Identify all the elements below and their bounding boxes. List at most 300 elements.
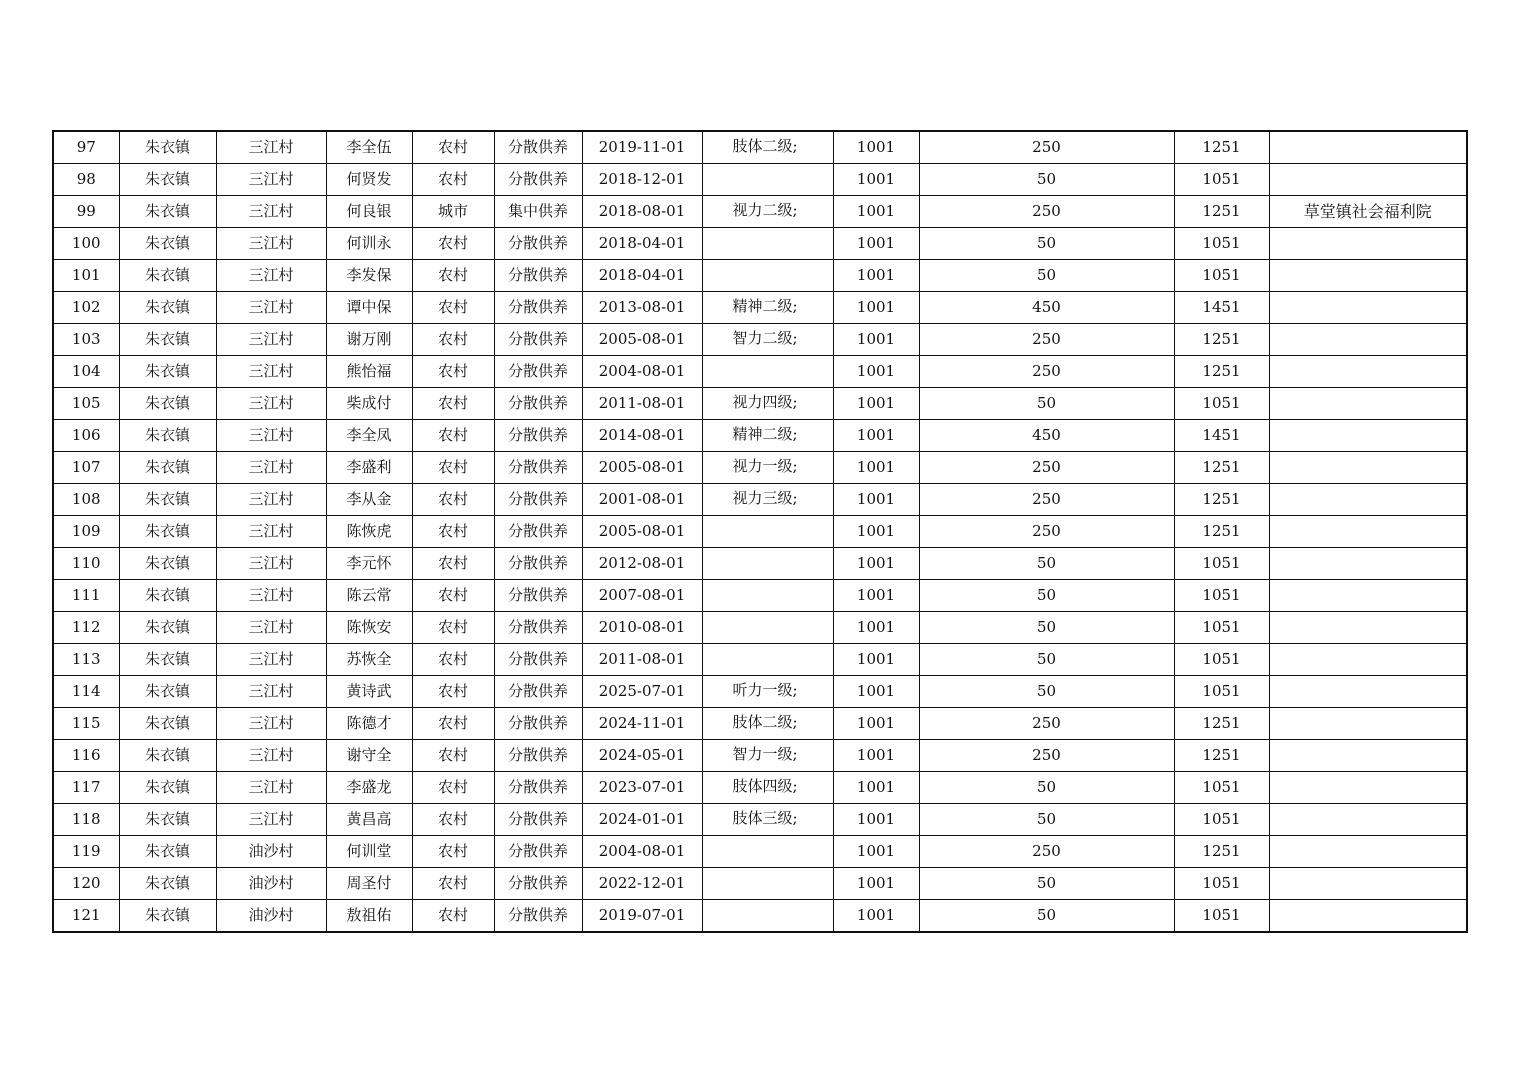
cell-disability-level <box>702 356 833 388</box>
cell-serial-no: 115 <box>53 708 119 740</box>
cell-area-type: 农村 <box>412 676 494 708</box>
cell-support-type: 分散供养 <box>494 388 582 420</box>
cell-total-amount: 1251 <box>1174 356 1269 388</box>
records-table <box>52 130 1468 933</box>
cell-note <box>1269 900 1467 933</box>
cell-subsidy-amount: 250 <box>919 708 1174 740</box>
cell-disability-level: 肢体二级; <box>702 708 833 740</box>
cell-person-name: 周圣付 <box>326 868 412 900</box>
cell-support-type: 分散供养 <box>494 324 582 356</box>
cell-disability-level <box>702 164 833 196</box>
cell-area-type: 农村 <box>412 804 494 836</box>
cell-area-type: 农村 <box>412 484 494 516</box>
cell-person-name: 李从金 <box>326 484 412 516</box>
cell-total-amount: 1051 <box>1174 644 1269 676</box>
cell-total-amount: 1051 <box>1174 164 1269 196</box>
cell-support-type: 分散供养 <box>494 260 582 292</box>
cell-person-name: 陈德才 <box>326 708 412 740</box>
cell-base-amount: 1001 <box>833 580 919 612</box>
cell-serial-no: 98 <box>53 164 119 196</box>
cell-support-type: 分散供养 <box>494 548 582 580</box>
cell-support-type: 分散供养 <box>494 452 582 484</box>
cell-subsidy-amount: 50 <box>919 676 1174 708</box>
cell-village: 三江村 <box>216 196 326 228</box>
cell-disability-level: 精神二级; <box>702 420 833 452</box>
cell-person-name: 陈恢虎 <box>326 516 412 548</box>
table-row <box>53 900 1467 933</box>
cell-subsidy-amount: 250 <box>919 452 1174 484</box>
cell-village: 三江村 <box>216 324 326 356</box>
cell-person-name: 何贤发 <box>326 164 412 196</box>
cell-start-date: 2011-08-01 <box>582 388 702 420</box>
cell-person-name: 李全伍 <box>326 131 412 164</box>
table-row <box>53 580 1467 612</box>
cell-total-amount: 1051 <box>1174 260 1269 292</box>
cell-subsidy-amount: 50 <box>919 772 1174 804</box>
cell-area-type: 农村 <box>412 452 494 484</box>
cell-village: 三江村 <box>216 292 326 324</box>
table-row <box>53 292 1467 324</box>
table-row <box>53 324 1467 356</box>
cell-total-amount: 1251 <box>1174 131 1269 164</box>
cell-town: 朱衣镇 <box>119 868 216 900</box>
cell-disability-level <box>702 548 833 580</box>
cell-base-amount: 1001 <box>833 324 919 356</box>
cell-start-date: 2005-08-01 <box>582 516 702 548</box>
table-row <box>53 740 1467 772</box>
cell-note <box>1269 548 1467 580</box>
cell-note <box>1269 324 1467 356</box>
cell-person-name: 李全凤 <box>326 420 412 452</box>
table-row <box>53 356 1467 388</box>
cell-area-type: 农村 <box>412 420 494 452</box>
table-row <box>53 772 1467 804</box>
cell-serial-no: 110 <box>53 548 119 580</box>
cell-total-amount: 1251 <box>1174 836 1269 868</box>
cell-note <box>1269 836 1467 868</box>
cell-person-name: 李盛龙 <box>326 772 412 804</box>
cell-town: 朱衣镇 <box>119 580 216 612</box>
table-row <box>53 420 1467 452</box>
cell-start-date: 2005-08-01 <box>582 452 702 484</box>
cell-disability-level: 视力三级; <box>702 484 833 516</box>
cell-disability-level: 肢体二级; <box>702 131 833 164</box>
cell-village: 三江村 <box>216 676 326 708</box>
cell-support-type: 分散供养 <box>494 292 582 324</box>
cell-subsidy-amount: 50 <box>919 388 1174 420</box>
cell-village: 三江村 <box>216 772 326 804</box>
cell-town: 朱衣镇 <box>119 612 216 644</box>
cell-total-amount: 1251 <box>1174 324 1269 356</box>
cell-person-name: 何良银 <box>326 196 412 228</box>
cell-support-type: 分散供养 <box>494 484 582 516</box>
cell-village: 三江村 <box>216 356 326 388</box>
cell-town: 朱衣镇 <box>119 388 216 420</box>
cell-disability-level <box>702 868 833 900</box>
cell-base-amount: 1001 <box>833 516 919 548</box>
cell-base-amount: 1001 <box>833 292 919 324</box>
cell-person-name: 柴成付 <box>326 388 412 420</box>
table-row <box>53 388 1467 420</box>
cell-subsidy-amount: 50 <box>919 868 1174 900</box>
cell-area-type: 农村 <box>412 292 494 324</box>
cell-base-amount: 1001 <box>833 772 919 804</box>
cell-support-type: 分散供养 <box>494 708 582 740</box>
cell-disability-level <box>702 516 833 548</box>
cell-note <box>1269 292 1467 324</box>
cell-person-name: 李元怀 <box>326 548 412 580</box>
cell-area-type: 城市 <box>412 196 494 228</box>
cell-serial-no: 105 <box>53 388 119 420</box>
cell-area-type: 农村 <box>412 708 494 740</box>
cell-subsidy-amount: 250 <box>919 196 1174 228</box>
cell-note <box>1269 452 1467 484</box>
cell-start-date: 2022-12-01 <box>582 868 702 900</box>
cell-town: 朱衣镇 <box>119 131 216 164</box>
cell-person-name: 李盛利 <box>326 452 412 484</box>
cell-support-type: 分散供养 <box>494 420 582 452</box>
cell-village: 油沙村 <box>216 900 326 933</box>
cell-note <box>1269 772 1467 804</box>
cell-start-date: 2024-11-01 <box>582 708 702 740</box>
cell-subsidy-amount: 250 <box>919 740 1174 772</box>
cell-town: 朱衣镇 <box>119 324 216 356</box>
cell-village: 三江村 <box>216 708 326 740</box>
cell-start-date: 2023-07-01 <box>582 772 702 804</box>
cell-disability-level: 肢体四级; <box>702 772 833 804</box>
cell-disability-level: 听力一级; <box>702 676 833 708</box>
cell-note <box>1269 612 1467 644</box>
cell-start-date: 2018-04-01 <box>582 260 702 292</box>
cell-town: 朱衣镇 <box>119 516 216 548</box>
cell-town: 朱衣镇 <box>119 420 216 452</box>
cell-base-amount: 1001 <box>833 228 919 260</box>
cell-note <box>1269 131 1467 164</box>
cell-village: 三江村 <box>216 580 326 612</box>
table-row <box>53 228 1467 260</box>
cell-area-type: 农村 <box>412 900 494 933</box>
cell-town: 朱衣镇 <box>119 708 216 740</box>
cell-support-type: 分散供养 <box>494 228 582 260</box>
cell-serial-no: 104 <box>53 356 119 388</box>
cell-support-type: 分散供养 <box>494 644 582 676</box>
cell-disability-level <box>702 900 833 933</box>
cell-village: 三江村 <box>216 452 326 484</box>
cell-village: 三江村 <box>216 420 326 452</box>
cell-support-type: 分散供养 <box>494 612 582 644</box>
table-row <box>53 804 1467 836</box>
cell-start-date: 2024-05-01 <box>582 740 702 772</box>
cell-town: 朱衣镇 <box>119 900 216 933</box>
cell-serial-no: 109 <box>53 516 119 548</box>
cell-subsidy-amount: 50 <box>919 548 1174 580</box>
table-row <box>53 196 1467 228</box>
cell-total-amount: 1051 <box>1174 612 1269 644</box>
cell-village: 油沙村 <box>216 868 326 900</box>
cell-subsidy-amount: 250 <box>919 836 1174 868</box>
cell-support-type: 集中供养 <box>494 196 582 228</box>
cell-base-amount: 1001 <box>833 452 919 484</box>
cell-base-amount: 1001 <box>833 900 919 933</box>
cell-town: 朱衣镇 <box>119 676 216 708</box>
cell-area-type: 农村 <box>412 644 494 676</box>
table-row <box>53 676 1467 708</box>
cell-base-amount: 1001 <box>833 164 919 196</box>
cell-person-name: 陈恢安 <box>326 612 412 644</box>
cell-village: 油沙村 <box>216 836 326 868</box>
cell-disability-level: 视力二级; <box>702 196 833 228</box>
cell-town: 朱衣镇 <box>119 196 216 228</box>
cell-note <box>1269 484 1467 516</box>
cell-village: 三江村 <box>216 164 326 196</box>
cell-note <box>1269 516 1467 548</box>
cell-note: 草堂镇社会福利院 <box>1269 196 1467 228</box>
cell-note <box>1269 708 1467 740</box>
table-row <box>53 484 1467 516</box>
cell-total-amount: 1051 <box>1174 548 1269 580</box>
cell-person-name: 李发保 <box>326 260 412 292</box>
cell-village: 三江村 <box>216 612 326 644</box>
cell-area-type: 农村 <box>412 836 494 868</box>
cell-base-amount: 1001 <box>833 356 919 388</box>
cell-serial-no: 114 <box>53 676 119 708</box>
table-row <box>53 516 1467 548</box>
cell-note <box>1269 868 1467 900</box>
cell-subsidy-amount: 50 <box>919 260 1174 292</box>
cell-area-type: 农村 <box>412 740 494 772</box>
cell-note <box>1269 260 1467 292</box>
cell-start-date: 2018-08-01 <box>582 196 702 228</box>
cell-start-date: 2019-11-01 <box>582 131 702 164</box>
cell-subsidy-amount: 450 <box>919 292 1174 324</box>
cell-total-amount: 1451 <box>1174 292 1269 324</box>
cell-person-name: 谢万刚 <box>326 324 412 356</box>
cell-area-type: 农村 <box>412 612 494 644</box>
table-row <box>53 452 1467 484</box>
cell-support-type: 分散供养 <box>494 516 582 548</box>
cell-base-amount: 1001 <box>833 708 919 740</box>
cell-base-amount: 1001 <box>833 484 919 516</box>
table-row <box>53 612 1467 644</box>
cell-area-type: 农村 <box>412 516 494 548</box>
cell-total-amount: 1051 <box>1174 388 1269 420</box>
cell-serial-no: 116 <box>53 740 119 772</box>
cell-start-date: 2011-08-01 <box>582 644 702 676</box>
cell-base-amount: 1001 <box>833 196 919 228</box>
cell-village: 三江村 <box>216 131 326 164</box>
table-row <box>53 644 1467 676</box>
cell-village: 三江村 <box>216 804 326 836</box>
table-row <box>53 131 1467 164</box>
cell-subsidy-amount: 50 <box>919 164 1174 196</box>
cell-total-amount: 1051 <box>1174 900 1269 933</box>
cell-serial-no: 111 <box>53 580 119 612</box>
cell-person-name: 黄诗武 <box>326 676 412 708</box>
cell-village: 三江村 <box>216 740 326 772</box>
cell-base-amount: 1001 <box>833 131 919 164</box>
cell-serial-no: 103 <box>53 324 119 356</box>
cell-person-name: 黄昌高 <box>326 804 412 836</box>
cell-person-name: 谢守全 <box>326 740 412 772</box>
cell-total-amount: 1051 <box>1174 228 1269 260</box>
cell-area-type: 农村 <box>412 388 494 420</box>
cell-village: 三江村 <box>216 388 326 420</box>
cell-support-type: 分散供养 <box>494 676 582 708</box>
cell-subsidy-amount: 50 <box>919 228 1174 260</box>
cell-base-amount: 1001 <box>833 676 919 708</box>
cell-disability-level: 精神二级; <box>702 292 833 324</box>
cell-area-type: 农村 <box>412 548 494 580</box>
cell-support-type: 分散供养 <box>494 740 582 772</box>
cell-serial-no: 107 <box>53 452 119 484</box>
cell-total-amount: 1051 <box>1174 804 1269 836</box>
cell-area-type: 农村 <box>412 324 494 356</box>
cell-subsidy-amount: 50 <box>919 644 1174 676</box>
cell-disability-level: 智力一级; <box>702 740 833 772</box>
cell-total-amount: 1051 <box>1174 676 1269 708</box>
cell-base-amount: 1001 <box>833 804 919 836</box>
cell-serial-no: 118 <box>53 804 119 836</box>
cell-note <box>1269 804 1467 836</box>
cell-area-type: 农村 <box>412 164 494 196</box>
cell-support-type: 分散供养 <box>494 900 582 933</box>
cell-person-name: 陈云常 <box>326 580 412 612</box>
cell-support-type: 分散供养 <box>494 164 582 196</box>
cell-base-amount: 1001 <box>833 612 919 644</box>
cell-total-amount: 1451 <box>1174 420 1269 452</box>
cell-total-amount: 1051 <box>1174 772 1269 804</box>
cell-note <box>1269 228 1467 260</box>
cell-serial-no: 113 <box>53 644 119 676</box>
cell-disability-level: 肢体三级; <box>702 804 833 836</box>
cell-town: 朱衣镇 <box>119 740 216 772</box>
cell-base-amount: 1001 <box>833 740 919 772</box>
cell-serial-no: 99 <box>53 196 119 228</box>
cell-total-amount: 1251 <box>1174 708 1269 740</box>
cell-area-type: 农村 <box>412 228 494 260</box>
cell-village: 三江村 <box>216 644 326 676</box>
cell-base-amount: 1001 <box>833 836 919 868</box>
cell-disability-level <box>702 644 833 676</box>
cell-total-amount: 1251 <box>1174 484 1269 516</box>
table-body <box>53 131 1467 932</box>
cell-start-date: 2019-07-01 <box>582 900 702 933</box>
cell-serial-no: 108 <box>53 484 119 516</box>
cell-town: 朱衣镇 <box>119 164 216 196</box>
cell-serial-no: 100 <box>53 228 119 260</box>
cell-person-name: 何训永 <box>326 228 412 260</box>
cell-area-type: 农村 <box>412 580 494 612</box>
cell-village: 三江村 <box>216 548 326 580</box>
cell-start-date: 2007-08-01 <box>582 580 702 612</box>
cell-start-date: 2005-08-01 <box>582 324 702 356</box>
cell-town: 朱衣镇 <box>119 836 216 868</box>
cell-start-date: 2004-08-01 <box>582 356 702 388</box>
cell-town: 朱衣镇 <box>119 772 216 804</box>
cell-town: 朱衣镇 <box>119 452 216 484</box>
cell-total-amount: 1051 <box>1174 868 1269 900</box>
cell-disability-level: 视力四级; <box>702 388 833 420</box>
table-row <box>53 868 1467 900</box>
cell-serial-no: 106 <box>53 420 119 452</box>
cell-village: 三江村 <box>216 516 326 548</box>
cell-base-amount: 1001 <box>833 260 919 292</box>
cell-town: 朱衣镇 <box>119 228 216 260</box>
cell-note <box>1269 356 1467 388</box>
cell-serial-no: 101 <box>53 260 119 292</box>
cell-start-date: 2024-01-01 <box>582 804 702 836</box>
table-row <box>53 164 1467 196</box>
cell-support-type: 分散供养 <box>494 836 582 868</box>
cell-village: 三江村 <box>216 260 326 292</box>
cell-disability-level <box>702 260 833 292</box>
cell-note <box>1269 580 1467 612</box>
cell-disability-level <box>702 612 833 644</box>
cell-note <box>1269 676 1467 708</box>
cell-village: 三江村 <box>216 484 326 516</box>
table-row <box>53 708 1467 740</box>
cell-serial-no: 102 <box>53 292 119 324</box>
cell-total-amount: 1251 <box>1174 740 1269 772</box>
cell-disability-level <box>702 580 833 612</box>
cell-serial-no: 121 <box>53 900 119 933</box>
cell-person-name: 苏恢全 <box>326 644 412 676</box>
cell-start-date: 2018-04-01 <box>582 228 702 260</box>
cell-town: 朱衣镇 <box>119 804 216 836</box>
cell-note <box>1269 388 1467 420</box>
cell-total-amount: 1251 <box>1174 516 1269 548</box>
cell-support-type: 分散供养 <box>494 356 582 388</box>
cell-subsidy-amount: 250 <box>919 356 1174 388</box>
cell-start-date: 2001-08-01 <box>582 484 702 516</box>
cell-village: 三江村 <box>216 228 326 260</box>
cell-area-type: 农村 <box>412 772 494 804</box>
cell-area-type: 农村 <box>412 356 494 388</box>
cell-town: 朱衣镇 <box>119 292 216 324</box>
cell-base-amount: 1001 <box>833 388 919 420</box>
cell-area-type: 农村 <box>412 260 494 292</box>
table-row <box>53 548 1467 580</box>
cell-serial-no: 120 <box>53 868 119 900</box>
cell-subsidy-amount: 450 <box>919 420 1174 452</box>
table-row <box>53 836 1467 868</box>
cell-disability-level: 智力二级; <box>702 324 833 356</box>
cell-total-amount: 1051 <box>1174 580 1269 612</box>
cell-town: 朱衣镇 <box>119 484 216 516</box>
cell-base-amount: 1001 <box>833 868 919 900</box>
cell-support-type: 分散供养 <box>494 131 582 164</box>
cell-subsidy-amount: 50 <box>919 804 1174 836</box>
cell-subsidy-amount: 250 <box>919 131 1174 164</box>
cell-person-name: 何训堂 <box>326 836 412 868</box>
cell-town: 朱衣镇 <box>119 356 216 388</box>
cell-subsidy-amount: 50 <box>919 900 1174 933</box>
cell-area-type: 农村 <box>412 131 494 164</box>
cell-note <box>1269 420 1467 452</box>
cell-start-date: 2025-07-01 <box>582 676 702 708</box>
cell-subsidy-amount: 250 <box>919 484 1174 516</box>
cell-base-amount: 1001 <box>833 420 919 452</box>
cell-base-amount: 1001 <box>833 548 919 580</box>
cell-town: 朱衣镇 <box>119 548 216 580</box>
cell-start-date: 2004-08-01 <box>582 836 702 868</box>
cell-support-type: 分散供养 <box>494 772 582 804</box>
cell-start-date: 2018-12-01 <box>582 164 702 196</box>
cell-note <box>1269 164 1467 196</box>
cell-person-name: 谭中保 <box>326 292 412 324</box>
cell-serial-no: 112 <box>53 612 119 644</box>
cell-area-type: 农村 <box>412 868 494 900</box>
